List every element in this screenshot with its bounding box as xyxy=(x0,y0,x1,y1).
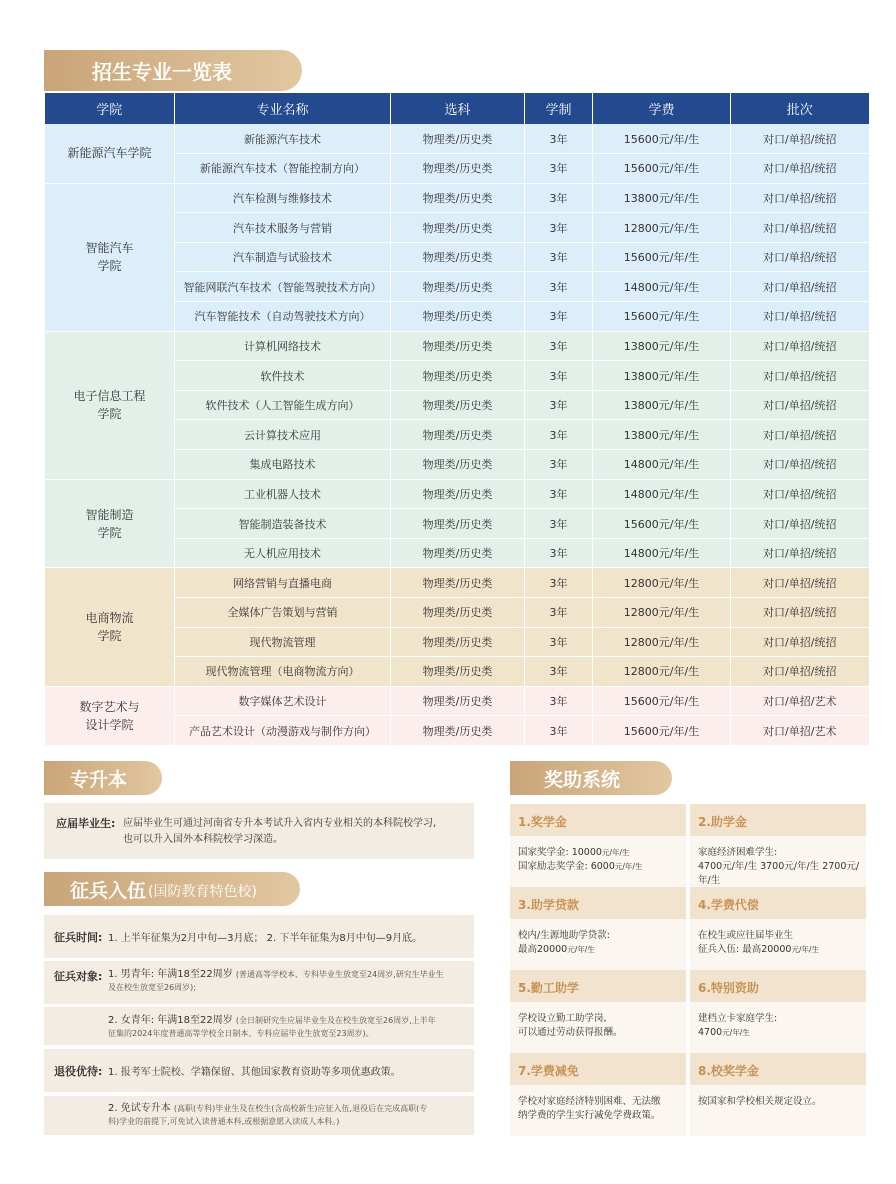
subject-cell: 物理类/历史类 xyxy=(391,302,525,332)
batch-cell: 对口/单招/统招 xyxy=(731,568,869,598)
award-line: 学校对家庭经济特别困难、无法缴 xyxy=(518,1096,661,1107)
award-body xyxy=(510,836,686,887)
tuition-cell: 14800元/年/生 xyxy=(593,450,731,480)
tuition-cell: 12800元/年/生 xyxy=(593,213,731,243)
military-target-label: 征兵对象: xyxy=(54,970,103,983)
award-head: 7.学费减免 xyxy=(510,1053,686,1085)
award-body xyxy=(690,919,866,970)
header-batch: 批次 xyxy=(731,93,869,124)
header-major: 专业名称 xyxy=(175,93,391,124)
batch-cell: 对口/单招/统招 xyxy=(731,272,869,302)
award-head: 8.校奖学金 xyxy=(690,1053,866,1085)
header-college: 学院 xyxy=(45,93,175,124)
military-target-1-note-b: 及在校生放宽至26周岁); xyxy=(108,983,196,992)
subject-cell: 物理类/历史类 xyxy=(391,183,525,213)
duration-cell: 3年 xyxy=(525,509,593,539)
award-line: 纳学费的学生实行减免学费政策。 xyxy=(518,1110,661,1121)
college-cell: 电商物流 学院 xyxy=(45,568,175,686)
award-item xyxy=(510,970,686,1053)
college-cell: 智能制造 学院 xyxy=(45,479,175,568)
military-target-1: 1. 男青年: 年满18至22周岁 xyxy=(108,969,233,980)
award-unit: 元/年/生 xyxy=(614,862,643,871)
award-head: 1.奖学金 xyxy=(510,804,686,836)
major-cell: 智能网联汽车技术（智能驾驶技术方向） xyxy=(175,272,391,302)
upgrade-title: 专升本 xyxy=(70,768,128,791)
award-body xyxy=(690,1002,866,1053)
award-line: 4700元/年/生 3700元/年/生 2700元/年/生 xyxy=(698,861,860,886)
table-row xyxy=(45,124,869,154)
tuition-cell: 13800元/年/生 xyxy=(593,331,731,361)
major-cell: 数字媒体艺术设计 xyxy=(175,686,391,716)
major-cell: 全媒体广告策划与营销 xyxy=(175,598,391,628)
tuition-cell: 15600元/年/生 xyxy=(593,686,731,716)
major-cell: 汽车智能技术（自动驾驶技术方向） xyxy=(175,302,391,332)
award-unit: 元/年/生 xyxy=(791,945,820,954)
upgrade-line-1: 应届毕业生可通过河南省专升本考试升入省内专业相关的本科院校学习, xyxy=(123,818,437,829)
award-head: 2.助学金 xyxy=(690,804,866,836)
award-unit: 元/年/生 xyxy=(567,945,595,954)
award-line: 最高20000 xyxy=(518,944,568,955)
subject-cell: 物理类/历史类 xyxy=(391,272,525,302)
college-cell: 智能汽车 学院 xyxy=(45,183,175,331)
major-cell: 现代物流管理 xyxy=(175,627,391,657)
table-row xyxy=(45,183,869,213)
upgrade-title-banner xyxy=(44,761,162,795)
award-head: 3.助学贷款 xyxy=(510,887,686,919)
duration-cell: 3年 xyxy=(525,627,593,657)
subject-cell: 物理类/历史类 xyxy=(391,331,525,361)
military-title-banner xyxy=(44,872,300,906)
table-row xyxy=(45,331,869,361)
tuition-cell: 12800元/年/生 xyxy=(593,598,731,628)
tuition-cell: 13800元/年/生 xyxy=(593,183,731,213)
duration-cell: 3年 xyxy=(525,124,593,154)
award-unit: 元/年/生 xyxy=(601,848,630,857)
duration-cell: 3年 xyxy=(525,213,593,243)
duration-cell: 3年 xyxy=(525,302,593,332)
tuition-cell: 15600元/年/生 xyxy=(593,154,731,184)
college-cell: 新能源汽车学院 xyxy=(45,124,175,183)
upgrade-box xyxy=(44,803,474,859)
military-retire-2-note-a: (高职(专科)毕业生及在校生(含高校新生)应征入伍,退役后在完成高职(专 xyxy=(173,1104,428,1113)
college-cell: 电子信息工程 学院 xyxy=(45,331,175,479)
major-cell: 计算机网络技术 xyxy=(175,331,391,361)
subject-cell: 物理类/历史类 xyxy=(391,509,525,539)
tuition-cell: 14800元/年/生 xyxy=(593,479,731,509)
major-cell: 产品艺术设计（动漫游戏与制作方向） xyxy=(175,716,391,746)
batch-cell: 对口/单招/统招 xyxy=(731,390,869,420)
major-cell: 新能源汽车技术 xyxy=(175,124,391,154)
batch-cell: 对口/单招/艺术 xyxy=(731,686,869,716)
award-body xyxy=(690,836,866,887)
award-item xyxy=(510,804,686,887)
military-retire-2-note-b: 科)学业的前提下,可免试入读普通本科,或根据意愿入读成人本科。) xyxy=(108,1117,340,1126)
award-body xyxy=(690,1085,866,1136)
table-row xyxy=(45,568,869,598)
award-unit: 元/年/生 xyxy=(722,1028,750,1037)
major-cell: 汽车技术服务与营销 xyxy=(175,213,391,243)
military-time-box xyxy=(44,915,474,958)
subject-cell: 物理类/历史类 xyxy=(391,154,525,184)
award-item xyxy=(510,887,686,970)
award-line: 学校设立勤工助学岗, xyxy=(518,1013,607,1024)
subject-cell: 物理类/历史类 xyxy=(391,568,525,598)
award-line: 4700 xyxy=(698,1027,723,1038)
major-cell: 工业机器人技术 xyxy=(175,479,391,509)
batch-cell: 对口/单招/统招 xyxy=(731,509,869,539)
duration-cell: 3年 xyxy=(525,538,593,568)
award-line: 校内/生源地助学贷款: xyxy=(518,930,610,941)
military-target-2-note-b: 征集的2024年度普通高等学校全日制本、专科应届毕业生放宽至23周岁)。 xyxy=(108,1029,374,1038)
tuition-cell: 13800元/年/生 xyxy=(593,361,731,391)
major-cell: 汽车制造与试验技术 xyxy=(175,242,391,272)
award-line: 家庭经济困难学生: xyxy=(698,847,778,858)
major-cell: 云计算技术应用 xyxy=(175,420,391,450)
subject-cell: 物理类/历史类 xyxy=(391,627,525,657)
tuition-cell: 12800元/年/生 xyxy=(593,568,731,598)
award-head: 6.特别资助 xyxy=(690,970,866,1002)
military-time-text: 1. 上半年征集为2月中旬—3月底； 2. 下半年征集为8月中旬—9月底。 xyxy=(108,933,423,944)
subject-cell: 物理类/历史类 xyxy=(391,657,525,687)
award-line: 国家奖学金: 10000 xyxy=(518,847,602,858)
military-target-box-2 xyxy=(44,1007,474,1045)
duration-cell: 3年 xyxy=(525,331,593,361)
header-subject: 选科 xyxy=(391,93,525,124)
military-target-1-note-a: (普通高等学校本、专科毕业生放宽至24周岁,研究生毕业生 xyxy=(235,970,444,979)
award-item xyxy=(690,804,866,887)
duration-cell: 3年 xyxy=(525,420,593,450)
batch-cell: 对口/单招/统招 xyxy=(731,124,869,154)
award-body xyxy=(510,1085,686,1136)
military-retire-box-1 xyxy=(44,1049,474,1092)
subject-cell: 物理类/历史类 xyxy=(391,390,525,420)
batch-cell: 对口/单招/艺术 xyxy=(731,716,869,746)
award-line: 征兵入伍: 最高20000 xyxy=(698,944,792,955)
subject-cell: 物理类/历史类 xyxy=(391,213,525,243)
batch-cell: 对口/单招/统招 xyxy=(731,302,869,332)
award-line: 国家励志奖学金: 6000 xyxy=(518,861,615,872)
batch-cell: 对口/单招/统招 xyxy=(731,420,869,450)
military-retire-2: 2. 免试专升本 xyxy=(108,1103,171,1114)
award-body xyxy=(510,1002,686,1053)
subject-cell: 物理类/历史类 xyxy=(391,538,525,568)
tuition-cell: 13800元/年/生 xyxy=(593,390,731,420)
award-line: 按国家和学校相关规定设立。 xyxy=(698,1096,822,1107)
batch-cell: 对口/单招/统招 xyxy=(731,242,869,272)
duration-cell: 3年 xyxy=(525,598,593,628)
duration-cell: 3年 xyxy=(525,242,593,272)
batch-cell: 对口/单招/统招 xyxy=(731,627,869,657)
award-item xyxy=(690,970,866,1053)
duration-cell: 3年 xyxy=(525,686,593,716)
military-retire-1: 1. 报考军士院校、学籍保留、其他国家教育资助等多项优惠政策。 xyxy=(108,1067,401,1078)
military-retire-box-2 xyxy=(44,1096,474,1135)
duration-cell: 3年 xyxy=(525,154,593,184)
college-cell: 数字艺术与 设计学院 xyxy=(45,686,175,745)
subject-cell: 物理类/历史类 xyxy=(391,242,525,272)
batch-cell: 对口/单招/统招 xyxy=(731,479,869,509)
award-body xyxy=(510,919,686,970)
upgrade-label: 应届毕业生: xyxy=(56,817,116,830)
tuition-cell: 13800元/年/生 xyxy=(593,420,731,450)
batch-cell: 对口/单招/统招 xyxy=(731,331,869,361)
duration-cell: 3年 xyxy=(525,272,593,302)
military-target-2: 2. 女青年: 年满18至22周岁 xyxy=(108,1015,233,1026)
military-title: 征兵入伍 xyxy=(70,879,147,902)
major-cell: 软件技术（人工智能生成方向） xyxy=(175,390,391,420)
batch-cell: 对口/单招/统招 xyxy=(731,450,869,480)
award-line: 在校生或应往届毕业生 xyxy=(698,930,794,941)
upgrade-line-2: 也可以升入国外本科院校学习深造。 xyxy=(123,834,283,845)
award-line: 建档立卡家庭学生: xyxy=(698,1013,778,1024)
military-retire-label: 退役优待: xyxy=(54,1065,103,1078)
tuition-cell: 14800元/年/生 xyxy=(593,272,731,302)
subject-cell: 物理类/历史类 xyxy=(391,450,525,480)
tuition-cell: 15600元/年/生 xyxy=(593,242,731,272)
major-cell: 软件技术 xyxy=(175,361,391,391)
duration-cell: 3年 xyxy=(525,479,593,509)
table-header-row xyxy=(45,93,869,124)
header-duration: 学制 xyxy=(525,93,593,124)
awards-title: 奖助系统 xyxy=(544,768,621,791)
duration-cell: 3年 xyxy=(525,390,593,420)
batch-cell: 对口/单招/统招 xyxy=(731,361,869,391)
subject-cell: 物理类/历史类 xyxy=(391,361,525,391)
duration-cell: 3年 xyxy=(525,183,593,213)
subject-cell: 物理类/历史类 xyxy=(391,479,525,509)
page-title-banner xyxy=(44,50,302,91)
majors-table-body xyxy=(45,124,869,745)
major-cell: 网络营销与直播电商 xyxy=(175,568,391,598)
duration-cell: 3年 xyxy=(525,716,593,746)
batch-cell: 对口/单招/统招 xyxy=(731,213,869,243)
batch-cell: 对口/单招/统招 xyxy=(731,538,869,568)
table-row xyxy=(45,479,869,509)
duration-cell: 3年 xyxy=(525,657,593,687)
major-cell: 现代物流管理（电商物流方向） xyxy=(175,657,391,687)
military-title-note: (国防教育特色校) xyxy=(148,884,257,900)
military-target-box-1 xyxy=(44,961,474,1004)
batch-cell: 对口/单招/统招 xyxy=(731,154,869,184)
duration-cell: 3年 xyxy=(525,568,593,598)
military-time-label: 征兵时间: xyxy=(54,931,103,944)
tuition-cell: 12800元/年/生 xyxy=(593,627,731,657)
award-item xyxy=(690,1053,866,1136)
subject-cell: 物理类/历史类 xyxy=(391,716,525,746)
major-cell: 无人机应用技术 xyxy=(175,538,391,568)
tuition-cell: 15600元/年/生 xyxy=(593,716,731,746)
subject-cell: 物理类/历史类 xyxy=(391,420,525,450)
duration-cell: 3年 xyxy=(525,450,593,480)
batch-cell: 对口/单招/统招 xyxy=(731,657,869,687)
award-head: 5.勤工助学 xyxy=(510,970,686,1002)
batch-cell: 对口/单招/统招 xyxy=(731,183,869,213)
subject-cell: 物理类/历史类 xyxy=(391,686,525,716)
tuition-cell: 12800元/年/生 xyxy=(593,657,731,687)
tuition-cell: 15600元/年/生 xyxy=(593,302,731,332)
award-item xyxy=(510,1053,686,1136)
tuition-cell: 15600元/年/生 xyxy=(593,124,731,154)
tuition-cell: 15600元/年/生 xyxy=(593,509,731,539)
major-cell: 新能源汽车技术（智能控制方向） xyxy=(175,154,391,184)
tuition-cell: 14800元/年/生 xyxy=(593,538,731,568)
header-tuition: 学费 xyxy=(593,93,731,124)
major-cell: 智能制造装备技术 xyxy=(175,509,391,539)
award-head: 4.学费代偿 xyxy=(690,887,866,919)
military-target-2-note-a: (全日制研究生应届毕业生及在校生放宽至26周岁,上半年 xyxy=(235,1016,436,1025)
award-line: 可以通过劳动获得报酬。 xyxy=(518,1027,623,1038)
subject-cell: 物理类/历史类 xyxy=(391,598,525,628)
major-cell: 集成电路技术 xyxy=(175,450,391,480)
majors-table xyxy=(44,93,869,746)
awards-title-banner xyxy=(510,761,672,795)
major-cell: 汽车检测与维修技术 xyxy=(175,183,391,213)
batch-cell: 对口/单招/统招 xyxy=(731,598,869,628)
duration-cell: 3年 xyxy=(525,361,593,391)
subject-cell: 物理类/历史类 xyxy=(391,124,525,154)
table-row xyxy=(45,686,869,716)
page-title: 招生专业一览表 xyxy=(92,60,232,84)
award-item xyxy=(690,887,866,970)
